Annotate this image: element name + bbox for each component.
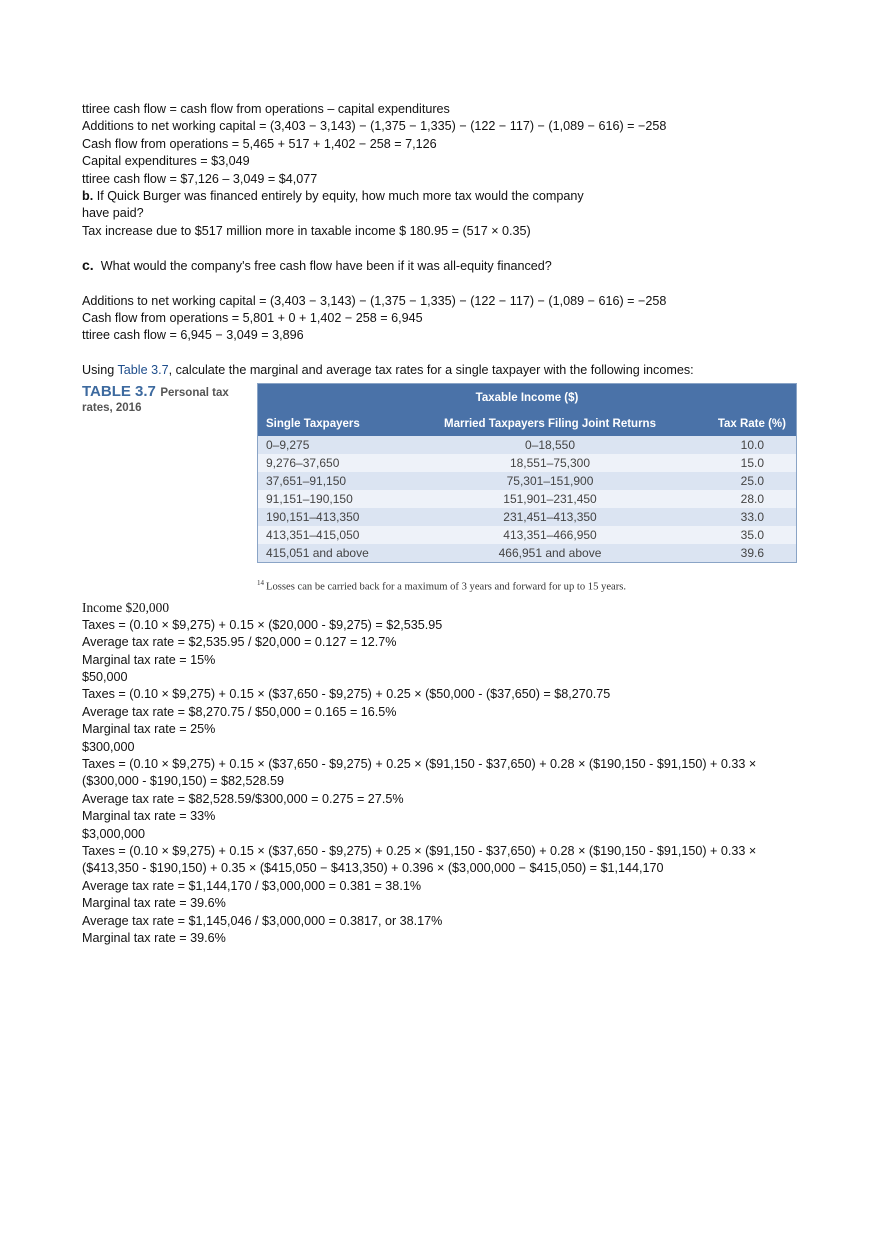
intro-line [82,362,802,379]
table-caption-line: rates, 2016 [82,402,142,415]
single-range: 9,276–37,650 [258,454,427,472]
text-line: Additions to net working capital = (3,403 − 3,143) − (1,375 − 1,335) − (122 − 117) − (1,089 − 616) = −258 [82,119,667,134]
table-number: TABLE 3.7 [82,383,156,401]
tax-rate: 33.0 [674,508,797,526]
text-line: ttiree cash flow = $7,126 – 3,049 = $4,077 [82,171,318,186]
single-range: 0–9,275 [258,436,427,454]
text-line: ttiree cash flow = cash flow from operations – capital expenditures [82,102,450,116]
calc-line: Average tax rate = $2,535.95 / $20,000 = 0.127 = 12.7% [82,635,397,650]
calc-line: Marginal tax rate = 39.6% [82,931,226,945]
table-link[interactable]: Table 3.7 [117,362,169,377]
table-row [258,490,797,508]
question-text: What would the company's free cash flow have been if it was all-equity financed? [100,259,552,274]
tax-rate-table [257,383,797,563]
joint-range: 466,951 and above [426,544,674,563]
table-row [258,508,797,526]
question-b [82,188,802,205]
calc-line: Marginal tax rate = 15% [82,652,216,667]
joint-range: 231,451–413,350 [426,508,674,526]
tax-rate: 10.0 [674,436,797,454]
single-range: 190,151–413,350 [258,508,427,526]
question-c [82,257,802,275]
section-b [82,188,802,240]
answer-b: Tax increase due to $517 million more in taxable income $ 180.95 = (517 × 0.35) [82,223,531,238]
footnote-text: Losses can be carried back for a maximum of 3 years and forward for up to 15 years. [266,581,627,593]
calc-line: Taxes = (0.10 × $9,275) + 0.15 × ($37,650 - $9,275) + 0.25 × ($50,000 - ($37,650) = $8,270.75 [82,687,611,702]
calc-line: Marginal tax rate = 33% [82,809,216,824]
table-footnote [257,579,626,593]
tax-table-figure [82,383,802,599]
table-group-header: Taxable Income ($) [258,384,797,413]
section-c [82,257,802,345]
question-label: b. [82,189,94,204]
column-header-joint: Married Taxpayers Filing Joint Returns [426,412,674,436]
text-line: Capital expenditures = $3,049 [82,154,250,169]
intro-text: Using [82,362,118,377]
calc-line: ($300,000 - $190,150) = $82,528.59 [82,774,285,789]
joint-range: 0–18,550 [426,436,674,454]
calc-line: $50,000 [82,669,128,684]
table-row [258,544,797,563]
table-row [258,526,797,544]
footnote-mark: 14 [257,579,264,588]
table-row [258,472,797,490]
column-header-rate: Tax Rate (%) [674,412,797,436]
calc-line: $3,000,000 [82,826,146,841]
single-range: 415,051 and above [258,544,427,563]
column-header-single: Single Taxpayers [258,412,427,436]
table-caption [82,383,252,414]
text-line: ttiree cash flow = 6,945 − 3,049 = 3,896 [82,328,304,343]
single-range: 413,351–415,050 [258,526,427,544]
calc-line: Average tax rate = $1,145,046 / $3,000,000 = 0.3817, or 38.17% [82,913,443,928]
calc-line: Taxes = (0.10 × $9,275) + 0.15 × ($20,000 - $9,275) = $2,535.95 [82,617,443,632]
calculations [82,599,802,947]
calc-line: Taxes = (0.10 × $9,275) + 0.15 × ($37,650 - $9,275) + 0.25 × ($91,150 - $37,650) + 0.28 × ($190,150 - $91,150) + 0.33 × [82,843,757,858]
tax-rate: 35.0 [674,526,797,544]
calc-line: Marginal tax rate = 25% [82,722,216,737]
calc-line: Average tax rate = $1,144,170 / $3,000,000 = 0.381 = 38.1% [82,878,422,893]
question-label: c. [82,257,94,274]
section-a [82,101,802,188]
single-range: 91,151–190,150 [258,490,427,508]
calc-line: Average tax rate = $82,528.59/$300,000 = 0.275 = 27.5% [82,791,404,806]
intro-text: , calculate the marginal and average tax rates for a single taxpayer with the following incomes: [168,362,694,377]
calc-line: Taxes = (0.10 × $9,275) + 0.15 × ($37,650 - $9,275) + 0.25 × ($91,150 - $37,650) + 0.28 × ($190,150 - $91,150) + 0.33 × [82,756,757,771]
question-text-continued: have paid? [82,206,144,221]
single-range: 37,651–91,150 [258,472,427,490]
joint-range: 413,351–466,950 [426,526,674,544]
text-line: Additions to net working capital = (3,403 − 3,143) − (1,375 − 1,335) − (122 − 117) − (1,089 − 616) = −258 [82,293,667,308]
joint-range: 18,551–75,300 [426,454,674,472]
document-page [82,101,802,947]
question-text: If Quick Burger was financed entirely by equity, how much more tax would the company [96,189,584,204]
tax-rate: 15.0 [674,454,797,472]
table-caption-line: Personal tax [160,387,229,400]
calc-line: $300,000 [82,739,135,754]
joint-range: 75,301–151,900 [426,472,674,490]
tax-rate: 28.0 [674,490,797,508]
joint-range: 151,901–231,450 [426,490,674,508]
calc-line: Marginal tax rate = 39.6% [82,896,226,911]
table-row [258,436,797,454]
income-heading: Income $20,000 [82,600,170,616]
tax-rate: 39.6 [674,544,797,563]
calc-line: ($413,350 - $190,150) + 0.35 × ($415,050 − $413,350) + 0.396 × ($3,000,000 − $415,050) = $1,144,170 [82,861,664,876]
text-line: Cash flow from operations = 5,465 + 517 + 1,402 − 258 = 7,126 [82,136,437,151]
text-line: Cash flow from operations = 5,801 + 0 + 1,402 − 258 = 6,945 [82,311,423,326]
tax-rate: 25.0 [674,472,797,490]
calc-line: Average tax rate = $8,270.75 / $50,000 = 0.165 = 16.5% [82,704,397,719]
table-row [258,454,797,472]
